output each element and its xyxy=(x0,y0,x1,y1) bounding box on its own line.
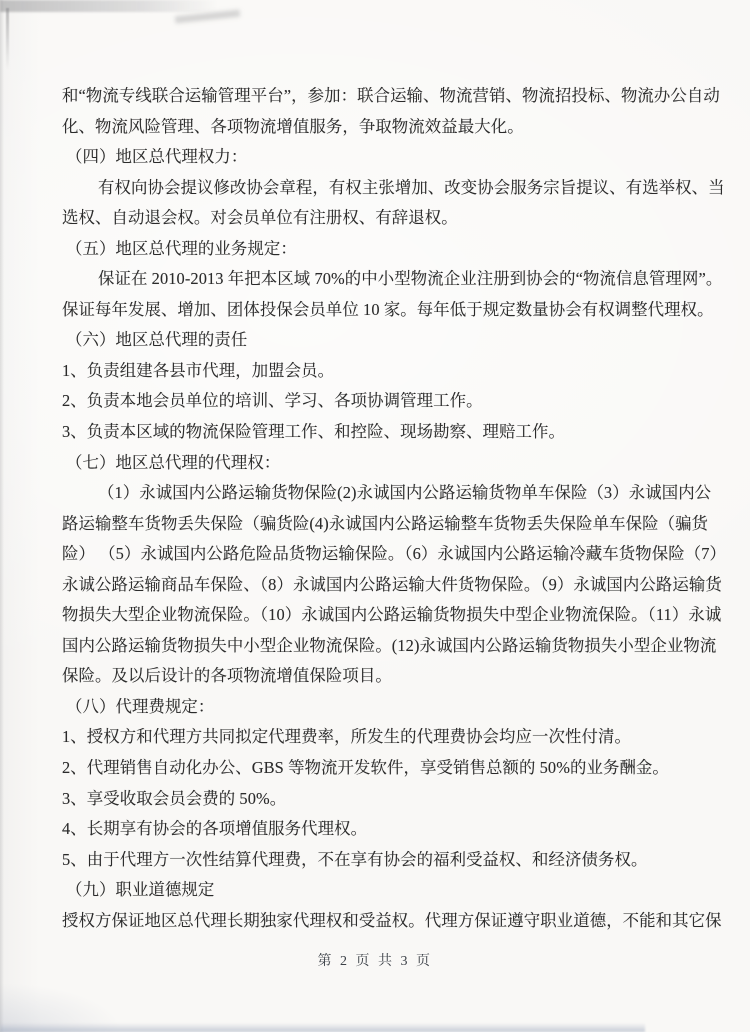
text-line: 有权向协会提议修改协会章程，有权主张增加、改变协会服务宗旨提议、有选举权、当 xyxy=(98,177,725,197)
text-line: （八）代理费规定： xyxy=(66,696,215,716)
text-line: （五）地区总代理的业务规定： xyxy=(66,238,297,258)
scan-line-left xyxy=(6,8,9,70)
text-line: 1、授权方和代理方共同拟定代理费率，所发生的代理费协会均应一次性付清。 xyxy=(62,727,631,747)
text-line: （四）地区总代理权力： xyxy=(66,147,248,167)
scan-shadow-top xyxy=(0,0,218,12)
text-line: 3、享受收取会员会费的 50%。 xyxy=(62,788,287,808)
scan-shadow-bottom-corner xyxy=(0,984,120,1032)
text-line: 1、负责组建各县市代理，加盟会员。 xyxy=(62,360,335,380)
scan-edge-left xyxy=(0,0,4,1032)
text-line: 物损失大型企业物流保险。（10）永诚国内公路运输货物损失中型企业物流保险。（11）永诚 xyxy=(62,605,722,625)
text-line: 5、由于代理方一次性结算代理费，不在享有协会的福利受益权、和经济债务权。 xyxy=(62,849,648,869)
text-line: 2、代理销售自动化办公、GBS 等物流开发软件，享受销售总额的 50%的业务酬金。 xyxy=(62,758,669,778)
text-line: 保证每年发展、增加、团体投保会员单位 10 家。每年低于规定数量协会有权调整代理权。 xyxy=(62,299,714,319)
text-line: 险） （5）永诚国内公路危险品货物运输保险。（6）永诚国内公路运输冷藏车货物保险（7） xyxy=(62,544,727,564)
text-line: 保证在 2010-2013 年把本区域 70%的中小型物流企业注册到协会的“物流信息管理网”。 xyxy=(98,269,723,289)
text-line: 选权、自动退会权。对会员单位有注册权、有辞退权。 xyxy=(62,208,458,228)
text-line: 化、物流风险管理、各项物流增值服务，争取物流效益最大化。 xyxy=(62,116,524,136)
text-line: （七）地区总代理的代理权： xyxy=(66,452,281,472)
text-line: 授权方保证地区总代理长期独家代理权和受益权。代理方保证遵守职业道德，不能和其它保 xyxy=(62,910,722,930)
text-line: 路运输整车货物丢失保险（骗货险(4)永诚国内公路运输整车货物丢失保险单车保险（骗货 xyxy=(62,513,709,533)
text-line: 永诚公路运输商品车保险、（8）永诚国内公路运输大件货物保险。（9）永诚国内公路运输货 xyxy=(62,574,722,594)
text-line: 国内公路运输货物损失中小型企业物流保险。(12)永诚国内公路运输货物损失小型企业物流 xyxy=(62,635,717,655)
text-line: 4、长期享有协会的各项增值服务代理权。 xyxy=(62,819,368,839)
text-line: 3、负责本区域的物流保险管理工作、和控险、现场勘察、理赔工作。 xyxy=(62,422,566,442)
text-line: 2、负责本地会员单位的培训、学习、各项协调管理工作。 xyxy=(62,391,483,411)
scan-shadow-bottom xyxy=(0,1023,645,1032)
text-line: （六）地区总代理的责任 xyxy=(66,330,248,350)
text-line: （九）职业道德规定 xyxy=(66,880,215,900)
document-body xyxy=(62,81,727,936)
text-line: 和“物流专线联合运输管理平台”，参加：联合运输、物流营销、物流招投标、物流办公自动 xyxy=(62,86,720,105)
page-footer: 第 2 页 共 3 页 xyxy=(317,954,433,969)
text-line: 保险。及以后设计的各项物流增值保险项目。 xyxy=(62,666,392,686)
scan-smudge-top xyxy=(175,10,240,24)
text-line: （1）永诚国内公路运输货物保险(2)永诚国内公路运输货物单车保险（3）永诚国内公 xyxy=(98,483,712,503)
